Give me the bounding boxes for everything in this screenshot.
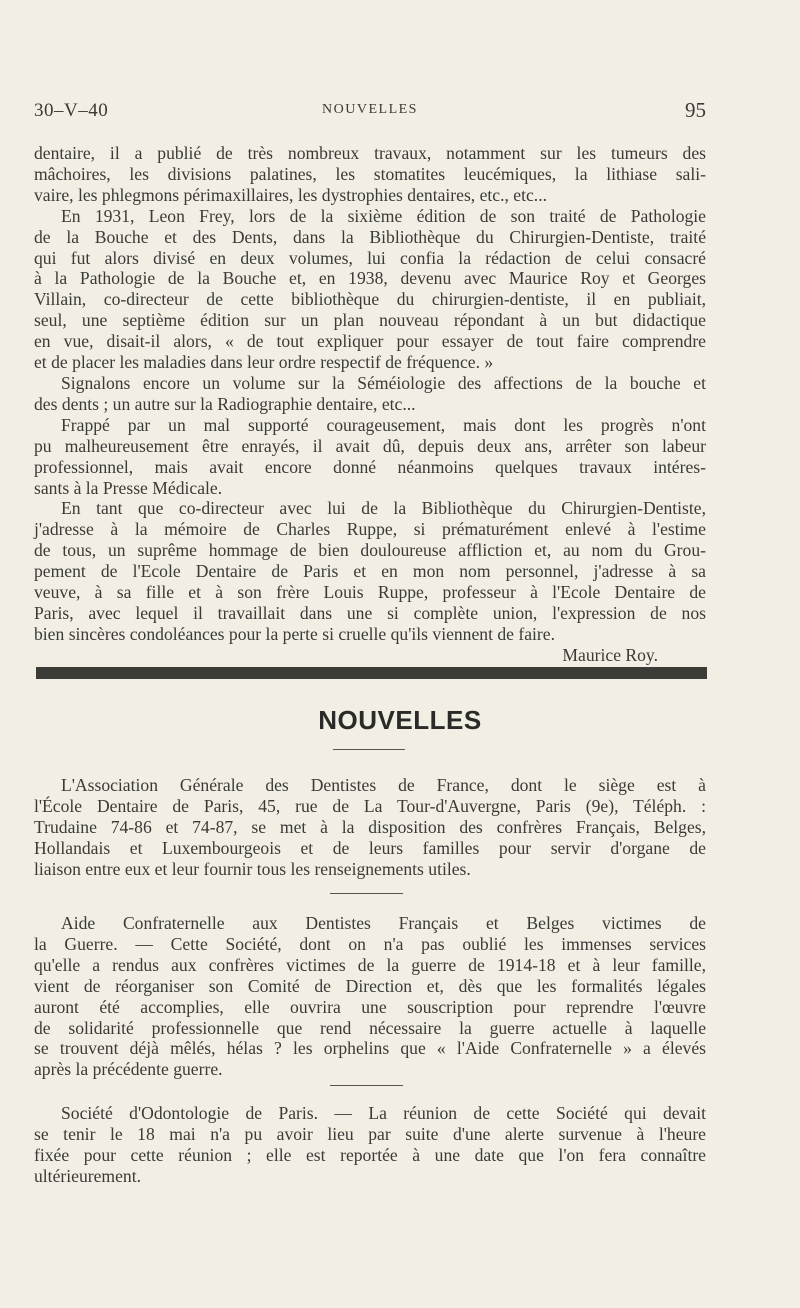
- text-line: en vue, disait-il alors, « de tout expliquer pour essayer de tout faire comprendre: [34, 331, 706, 352]
- text-line: j'adresse à la mémoire de Charles Ruppe, si prématurément enlevé à l'estime: [34, 519, 706, 540]
- text-line: vient de réorganiser son Comité de Direction et, dès que les formalités légales: [34, 975, 706, 996]
- text-line: veuve, à sa fille et à son frère Louis Ruppe, professeur à l'Ecole Dentaire de: [34, 582, 706, 603]
- text-line: Trudaine 74-86 et 74-87, se met à la disposition des confrères Français, Belges,: [34, 816, 706, 837]
- text-line: Paris, avec lequel il travaillait dans une si complète union, l'expression de nos: [34, 602, 706, 623]
- text-line: vaire, les phlegmons périmaxillaires, les dystrophies dentaires, etc., etc...: [34, 184, 547, 205]
- text-line: seul, une septième édition sur un plan nouveau répondant à un but didactique: [34, 310, 706, 331]
- text-line: l'École Dentaire de Paris, 45, rue de La Tour-d'Auvergne, Paris (9e), Téléph. :: [34, 795, 706, 816]
- obituary-text: [34, 143, 706, 666]
- text-line: qu'elle a rendus aux confrères victimes de la guerre de 1914-18 et à leur famille,: [34, 954, 706, 975]
- text-line: En 1931, Leon Frey, lors de la sixième édition de son traité de Pathologie: [61, 205, 706, 226]
- news-separator: [330, 893, 403, 894]
- running-header: [34, 98, 706, 124]
- title-underline: [333, 749, 405, 750]
- text-line: des dents ; un autre sur la Radiographie dentaire, etc...: [34, 393, 416, 414]
- text-line: professionnel, mais avait encore donné néanmoins quelques travaux intéres-: [34, 456, 706, 477]
- news-item-aide-confraternelle: [34, 913, 706, 1080]
- signature: Maurice Roy.: [562, 644, 658, 665]
- text-line: Aide Confraternelle aux Dentistes Français et Belges victimes de: [61, 913, 706, 933]
- header-date: 30–V–40: [34, 100, 109, 121]
- text-line: fixée pour cette réunion ; elle est reportée à une date que l'on fera connaître: [34, 1144, 706, 1165]
- text-line: Frappé par un mal supporté courageusement, mais dont les progrès n'ont: [61, 414, 706, 435]
- text-line: dentaire, il a publié de très nombreux travaux, notamment sur les tumeurs des: [34, 143, 706, 163]
- text-line: à la Pathologie de la Bouche et, en 1938, devenu avec Maurice Roy et Georges: [34, 268, 706, 289]
- text-line: de la Bouche et des Dents, dans la Bibliothèque du Chirurgien-Dentiste, traité: [34, 226, 706, 247]
- text-line: de tous, un suprême hommage de bien douloureuse affliction et, au nom du Grou-: [34, 540, 706, 561]
- header-section: NOUVELLES: [322, 102, 418, 117]
- text-line: après la précédente guerre.: [34, 1059, 223, 1080]
- text-line: Villain, co-directeur de cette bibliothèque du chirurgien-dentiste, il en publiait,: [34, 289, 706, 310]
- text-line: bien sincères condoléances pour la perte si cruelle qu'ils viennent de faire.: [34, 623, 556, 644]
- text-line: pement de l'Ecole Dentaire de Paris et en mon nom personnel, j'adresse à sa: [34, 561, 706, 582]
- text-line: liaison entre eux et leur fournir tous les renseignements utiles.: [34, 858, 471, 879]
- page-number: 95: [685, 98, 706, 122]
- news-item-agdf: [34, 775, 706, 880]
- text-line: mâchoires, les divisions palatines, les stomatites leucémiques, la lithiase sali-: [34, 163, 706, 184]
- text-line: la Guerre. — Cette Société, dont on n'a pas oublié les immenses services: [34, 933, 706, 954]
- text-line: se tenir le 18 mai n'a pu avoir lieu par suite d'une alerte survenue à l'heure: [34, 1123, 706, 1144]
- text-line: En tant que co-directeur avec lui de la Bibliothèque du Chirurgien-Dentiste,: [61, 498, 706, 519]
- text-line: ultérieurement.: [34, 1165, 141, 1186]
- text-line: et de placer les maladies dans leur ordre respectif de fréquence. »: [34, 352, 494, 373]
- text-line: pu malheureusement être enrayés, il avait dû, depuis deux ans, arrêter son labeur: [34, 435, 706, 456]
- section-title: NOUVELLES: [318, 705, 482, 735]
- text-line: se trouvent déjà mêlés, hélas ? les orphelins que « l'Aide Confraternelle » a élevés: [34, 1038, 706, 1059]
- text-line: Hollandais et Luxembourgeois et de leurs familles pour servir d'organe de: [34, 837, 706, 858]
- text-line: Signalons encore un volume sur la Séméiologie des affections de la bouche et: [61, 372, 706, 393]
- text-line: sants à la Presse Médicale.: [34, 477, 223, 498]
- text-line: de solidarité professionnelle que rend nécessaire la guerre actuelle à laquelle: [34, 1017, 706, 1038]
- text-line: qui fut alors divisé en deux volumes, lui confia la rédaction de celui consacré: [34, 247, 706, 268]
- section-divider: [36, 667, 707, 679]
- news-separator: [330, 1085, 403, 1086]
- text-line: Société d'Odontologie de Paris. — La réunion de cette Société qui devait: [61, 1103, 706, 1123]
- news-item-societe-odontologie: [34, 1103, 706, 1187]
- text-line: L'Association Générale des Dentistes de France, dont le siège est à: [61, 775, 706, 795]
- text-line: auront été accomplies, elle ouvrira une souscription pour reprendre l'œuvre: [34, 996, 706, 1017]
